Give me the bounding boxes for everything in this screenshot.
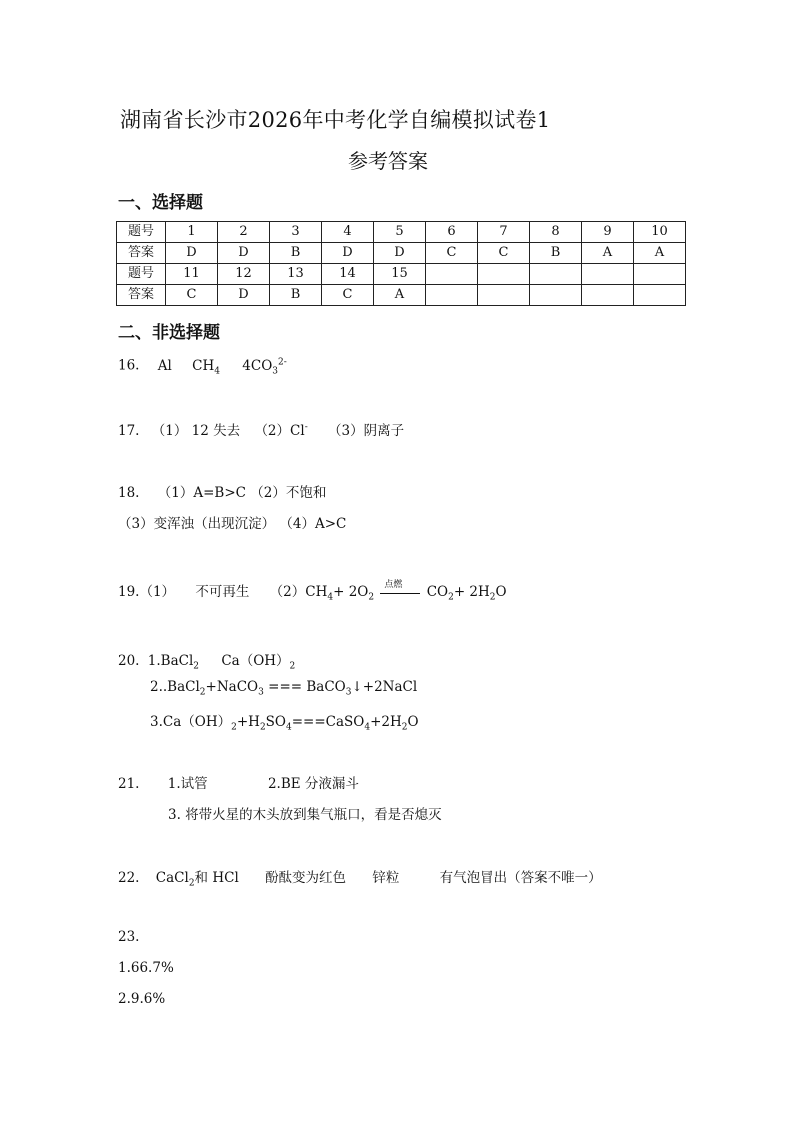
answer-part: 锌粒 [372, 870, 400, 886]
formula-part: CaCl [155, 870, 189, 886]
subscript: 2 [199, 687, 206, 698]
question-number: 23. [118, 929, 140, 945]
answer-part: （2）Cl [254, 423, 305, 439]
answer-20-line3 [150, 710, 419, 733]
table-cell [634, 285, 686, 306]
subscript: 3 [272, 366, 279, 377]
answer-part: （3）阴离子 [328, 423, 405, 439]
superscript: 2- [278, 357, 287, 367]
formula-part: + 2O [333, 584, 369, 600]
answer-18-line2: （3）变浑浊（出现沉淀） （4）A>C [118, 516, 347, 532]
subscript: 3 [258, 687, 264, 698]
answer-19 [118, 580, 507, 603]
table-cell [478, 264, 530, 285]
table-cell: C [166, 285, 218, 306]
answer-part: （1） 12 失去 [151, 423, 241, 439]
answer-part: 有气泡冒出（答案不唯一） [439, 870, 602, 886]
formula-part: CO [426, 584, 449, 600]
table-cell: C [426, 243, 478, 264]
subscript: 2 [259, 722, 266, 733]
table-cell: C [478, 243, 530, 264]
table-cell: 1 [166, 222, 218, 243]
formula-part: O [407, 714, 419, 730]
table-cell: 7 [478, 222, 530, 243]
question-number: 19.（1） [118, 584, 176, 600]
table-cell: 2 [218, 222, 270, 243]
table-cell: D [218, 285, 270, 306]
table-cell: A [582, 243, 634, 264]
question-number: 18. [118, 485, 140, 501]
formula-part: ===CaSO [291, 714, 365, 730]
table-row [117, 243, 686, 264]
table-cell [426, 264, 478, 285]
answer-17 [118, 419, 404, 439]
table-cell [582, 285, 634, 306]
answer-table [116, 221, 686, 306]
table-head-cell: 题号 [117, 264, 166, 285]
subscript: 2 [193, 661, 200, 672]
table-cell: 4 [322, 222, 374, 243]
answer-part: Al [157, 357, 172, 374]
question-number: 20. [118, 653, 140, 669]
formula-part: 1.BaCl [147, 653, 194, 669]
subscript: 2 [289, 661, 296, 672]
answer-part: 1.试管 [167, 776, 208, 792]
section-heading-choice: 一、选择题 [118, 193, 203, 213]
formula-part: SO [265, 714, 286, 730]
table-cell: A [634, 243, 686, 264]
page-title: 湖南省长沙市2026年中考化学自编模拟试卷1 [120, 108, 551, 132]
answer-18 [118, 481, 326, 501]
question-number: 16. [118, 357, 140, 374]
subscript: 2 [489, 592, 496, 603]
formula-part: ↓+2NaCl [351, 679, 418, 695]
table-cell: A [374, 285, 426, 306]
subscript: 4 [327, 592, 334, 603]
formula-part: + 2H [453, 584, 490, 600]
formula-part: Ca（OH） [221, 653, 290, 669]
table-cell: 9 [582, 222, 634, 243]
table-row [117, 222, 686, 243]
table-cell: D [166, 243, 218, 264]
subscript: 2 [231, 722, 237, 733]
superscript: - [304, 422, 308, 433]
answer-part: （1）A=B>C （2）不饱和 [157, 485, 327, 501]
formula-part: 3.Ca（OH） [150, 714, 232, 730]
table-cell: B [270, 285, 322, 306]
formula-part: 和 HCl [194, 870, 239, 886]
formula-part: O [495, 584, 507, 600]
page-subtitle: 参考答案 [348, 149, 428, 173]
table-cell [634, 264, 686, 285]
answer-part: CH [192, 357, 215, 374]
answer-part: 酚酞变为红色 [265, 870, 347, 886]
answer-23-line1: 1.66.7% [118, 960, 174, 976]
subscript: 3 [345, 687, 352, 698]
table-head-cell: 答案 [117, 285, 166, 306]
table-cell [478, 285, 530, 306]
subscript: 2 [188, 878, 195, 889]
table-head-cell: 题号 [117, 222, 166, 243]
question-number: 22. [118, 870, 140, 886]
table-cell: D [374, 243, 426, 264]
formula-part: +NaCO [205, 679, 259, 695]
table-cell [426, 285, 478, 306]
table-cell: 13 [270, 264, 322, 285]
table-head-cell: 答案 [117, 243, 166, 264]
answer-16 [118, 357, 287, 376]
table-cell: 15 [374, 264, 426, 285]
answer-part: 不可再生 [195, 584, 250, 600]
table-cell: 8 [530, 222, 582, 243]
table-cell: B [530, 243, 582, 264]
answer-21-line2: 3. 将带火星的木头放到集气瓶口，看是否熄灭 [168, 807, 442, 823]
answer-21 [118, 772, 359, 792]
table-cell: 10 [634, 222, 686, 243]
table-cell: 11 [166, 264, 218, 285]
answer-23-line2: 2.9.6% [118, 991, 166, 1007]
answer-20-line2 [150, 679, 417, 698]
answer-part: 2.BE 分液漏斗 [267, 776, 359, 792]
answer-part: 4CO [242, 357, 273, 374]
table-cell: 6 [426, 222, 478, 243]
subscript: 2 [401, 722, 408, 733]
subscript: 2 [368, 592, 375, 603]
table-cell: 5 [374, 222, 426, 243]
table-cell: D [322, 243, 374, 264]
formula-part: 2..BaCl [150, 679, 200, 695]
table-cell: 3 [270, 222, 322, 243]
table-cell: 12 [218, 264, 270, 285]
answer-20 [118, 649, 295, 672]
table-cell: D [218, 243, 270, 264]
reaction-condition: 点燃 [384, 579, 403, 590]
table-row [117, 285, 686, 306]
question-number: 21. [118, 776, 140, 792]
table-cell: 14 [322, 264, 374, 285]
table-cell: C [322, 285, 374, 306]
section-heading-nonchoice: 二、非选择题 [118, 323, 220, 343]
question-number: 17. [118, 423, 140, 439]
formula-part: （2）CH [269, 584, 328, 600]
formula-part: === BaCO [263, 679, 346, 695]
table-cell [530, 264, 582, 285]
answer-22 [118, 866, 602, 889]
subscript: 4 [214, 366, 220, 377]
formula-part: +H [236, 714, 260, 730]
reaction-arrow [378, 579, 422, 600]
table-cell: B [270, 243, 322, 264]
table-cell [530, 285, 582, 306]
table-cell [582, 264, 634, 285]
subscript: 2 [448, 592, 454, 603]
table-row [117, 264, 686, 285]
formula-part: +2H [370, 714, 402, 730]
subscript: 4 [364, 722, 371, 733]
subscript: 4 [286, 722, 292, 733]
